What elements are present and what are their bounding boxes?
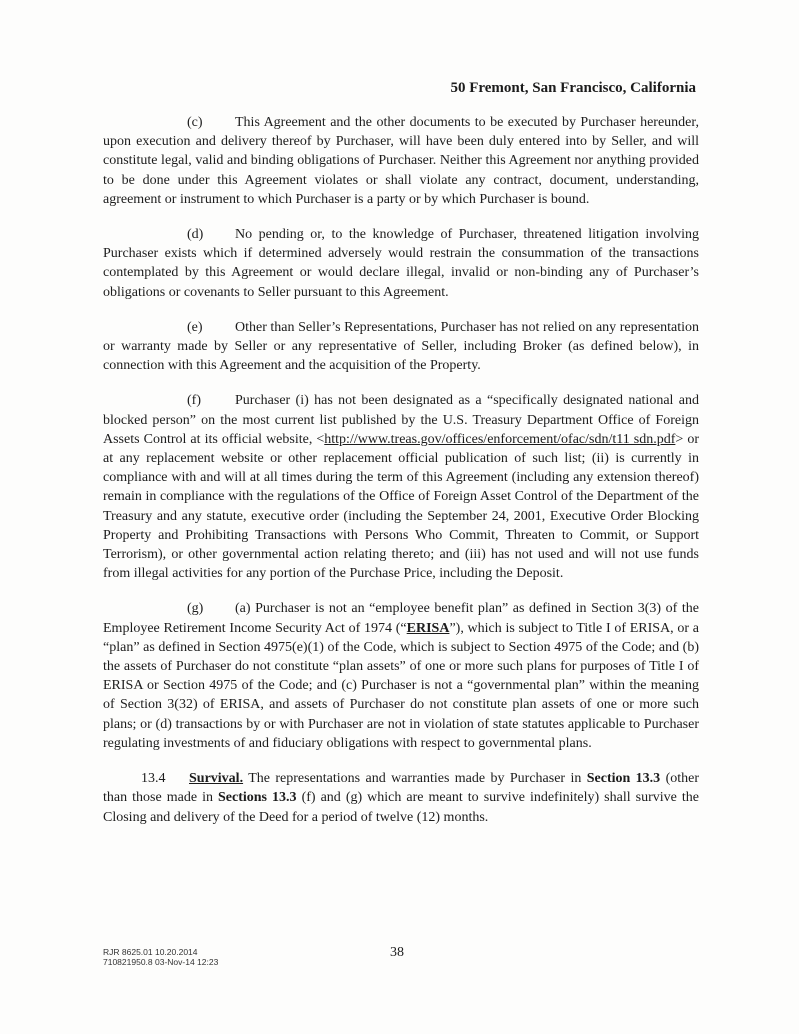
page-header-title: 50 Fremont, San Francisco, California [450, 80, 696, 96]
paragraph-f-text-before: Purchaser (i) has not been designated as a “specifically designated national and blocked person” on the most current list published by the U.S. Treasury Department Office of Foreign Assets Control at its official website, < [103, 393, 699, 447]
paragraph-f-label: (f) [187, 393, 201, 409]
footer-ref-line-2: 710821950.8 03-Nov-14 12:23 [103, 957, 219, 967]
paragraph-g-text-before: (a) Purchaser is not an “employee benefit plan” as defined in Section 3(3) of the Employee Retirement Income Security Act of 1974 (“ [103, 601, 699, 636]
paragraph-d [103, 225, 699, 302]
paragraph-f-text-after: > or at any replacement website or other replacement official publication of such list; (ii) is currently in compliance with and will at all times during the term of this Agreement (including any extension thereof) remain in compliance with the regulations of the Office of Foreign Asset Control of the Department of the Treasury and any statute, executive order (including the September 24, 2001, Executive Order Blocking Property and Prohibiting Transactions with Persons Who Commit, Threaten to Commit, or Support Terrorism), or other governmental action relating thereto; and (iii) has not used and will not use funds from illegal activities for any portion of the Purchase Price, including the Deposit. [103, 431, 699, 582]
section-13-4 [103, 769, 699, 827]
paragraph-g-label: (g) [187, 601, 204, 617]
paragraph-f [103, 391, 699, 583]
section-13-4-text1: The representations and warranties made by Purchaser in [248, 771, 582, 787]
paragraph-e [103, 318, 699, 376]
footer-document-reference [103, 947, 218, 967]
sections-13-3-reference: Sections 13.3 [218, 790, 297, 806]
page-number: 38 [390, 945, 404, 960]
paragraph-c-text: This Agreement and the other documents to be executed by Purchaser hereunder, upon execution and delivery thereof by Purchaser, will have been duly entered into by Seller, and will constitute legal, valid and binding obligations of Purchaser. Neither this Agreement nor anything provided to be done under this Agreement violates or shall violate any contract, document, understanding, agreement or instrument to which Purchaser is a party or by which Purchaser is bound. [103, 115, 699, 207]
section-13-4-heading: Survival. [189, 771, 244, 787]
paragraph-d-label: (d) [187, 227, 204, 243]
section-13-4-number: 13.4 [141, 771, 166, 787]
paragraph-e-label: (e) [187, 319, 203, 335]
erisa-defined-term: ERISA [406, 620, 450, 636]
section-13-4-text2: (other than those made in [103, 771, 700, 806]
paragraph-c [103, 113, 699, 209]
paragraph-d-text: No pending or, to the knowledge of Purchaser, threatened litigation involving Purchaser exists which if determined adversely would restrain the consummation of the transactions contemplated by this Agreement or would declare illegal, invalid or non-binding any of Purchaser’s obligations or covenants to Seller pursuant to this Agreement. [103, 227, 699, 300]
section-13-3-reference: Section 13.3 [586, 771, 661, 787]
ofac-sdn-link[interactable]: http://www.treas.gov/offices/enforcement/ofac/sdn/t11 sdn.pdf [324, 431, 676, 447]
paragraph-e-text: Other than Seller’s Representations, Purchaser has not relied on any representation or warranty made by Seller or any representative of Seller, including Broker (as defined below), in connection with this Agreement and the acquisition of the Property. [103, 319, 699, 374]
document-body [103, 113, 699, 843]
paragraph-g [103, 599, 699, 753]
paragraph-g-text-after: ”), which is subject to Title I of ERISA, or a “plan” as defined in Section 4975(e)(1) of the Code, which is subject to Section 4975 of the Code; and (b) the assets of Purchaser do not constitute “plan assets” of one or more such plans for purposes of Title I of ERISA or Section 4975 of the Code; and (c) Purchaser is not a “governmental plan” within the meaning of Section 3(32) of ERISA, and assets of Purchaser do not constitute plan assets of one or more such plans; or (d) transactions by or with Purchaser are not in violation of state statutes applicable to Purchaser regulating investments of and fiduciary obligations with respect to governmental plans. [103, 620, 700, 751]
paragraph-c-label: (c) [187, 115, 203, 130]
section-13-4-text3: (f) and (g) which are meant to survive indefinitely) shall survive the Closing and delivery of the Deed for a period of twelve (12) months. [103, 790, 699, 825]
footer-ref-line-1: RJR 8625.01 10.20.2014 [103, 947, 198, 957]
